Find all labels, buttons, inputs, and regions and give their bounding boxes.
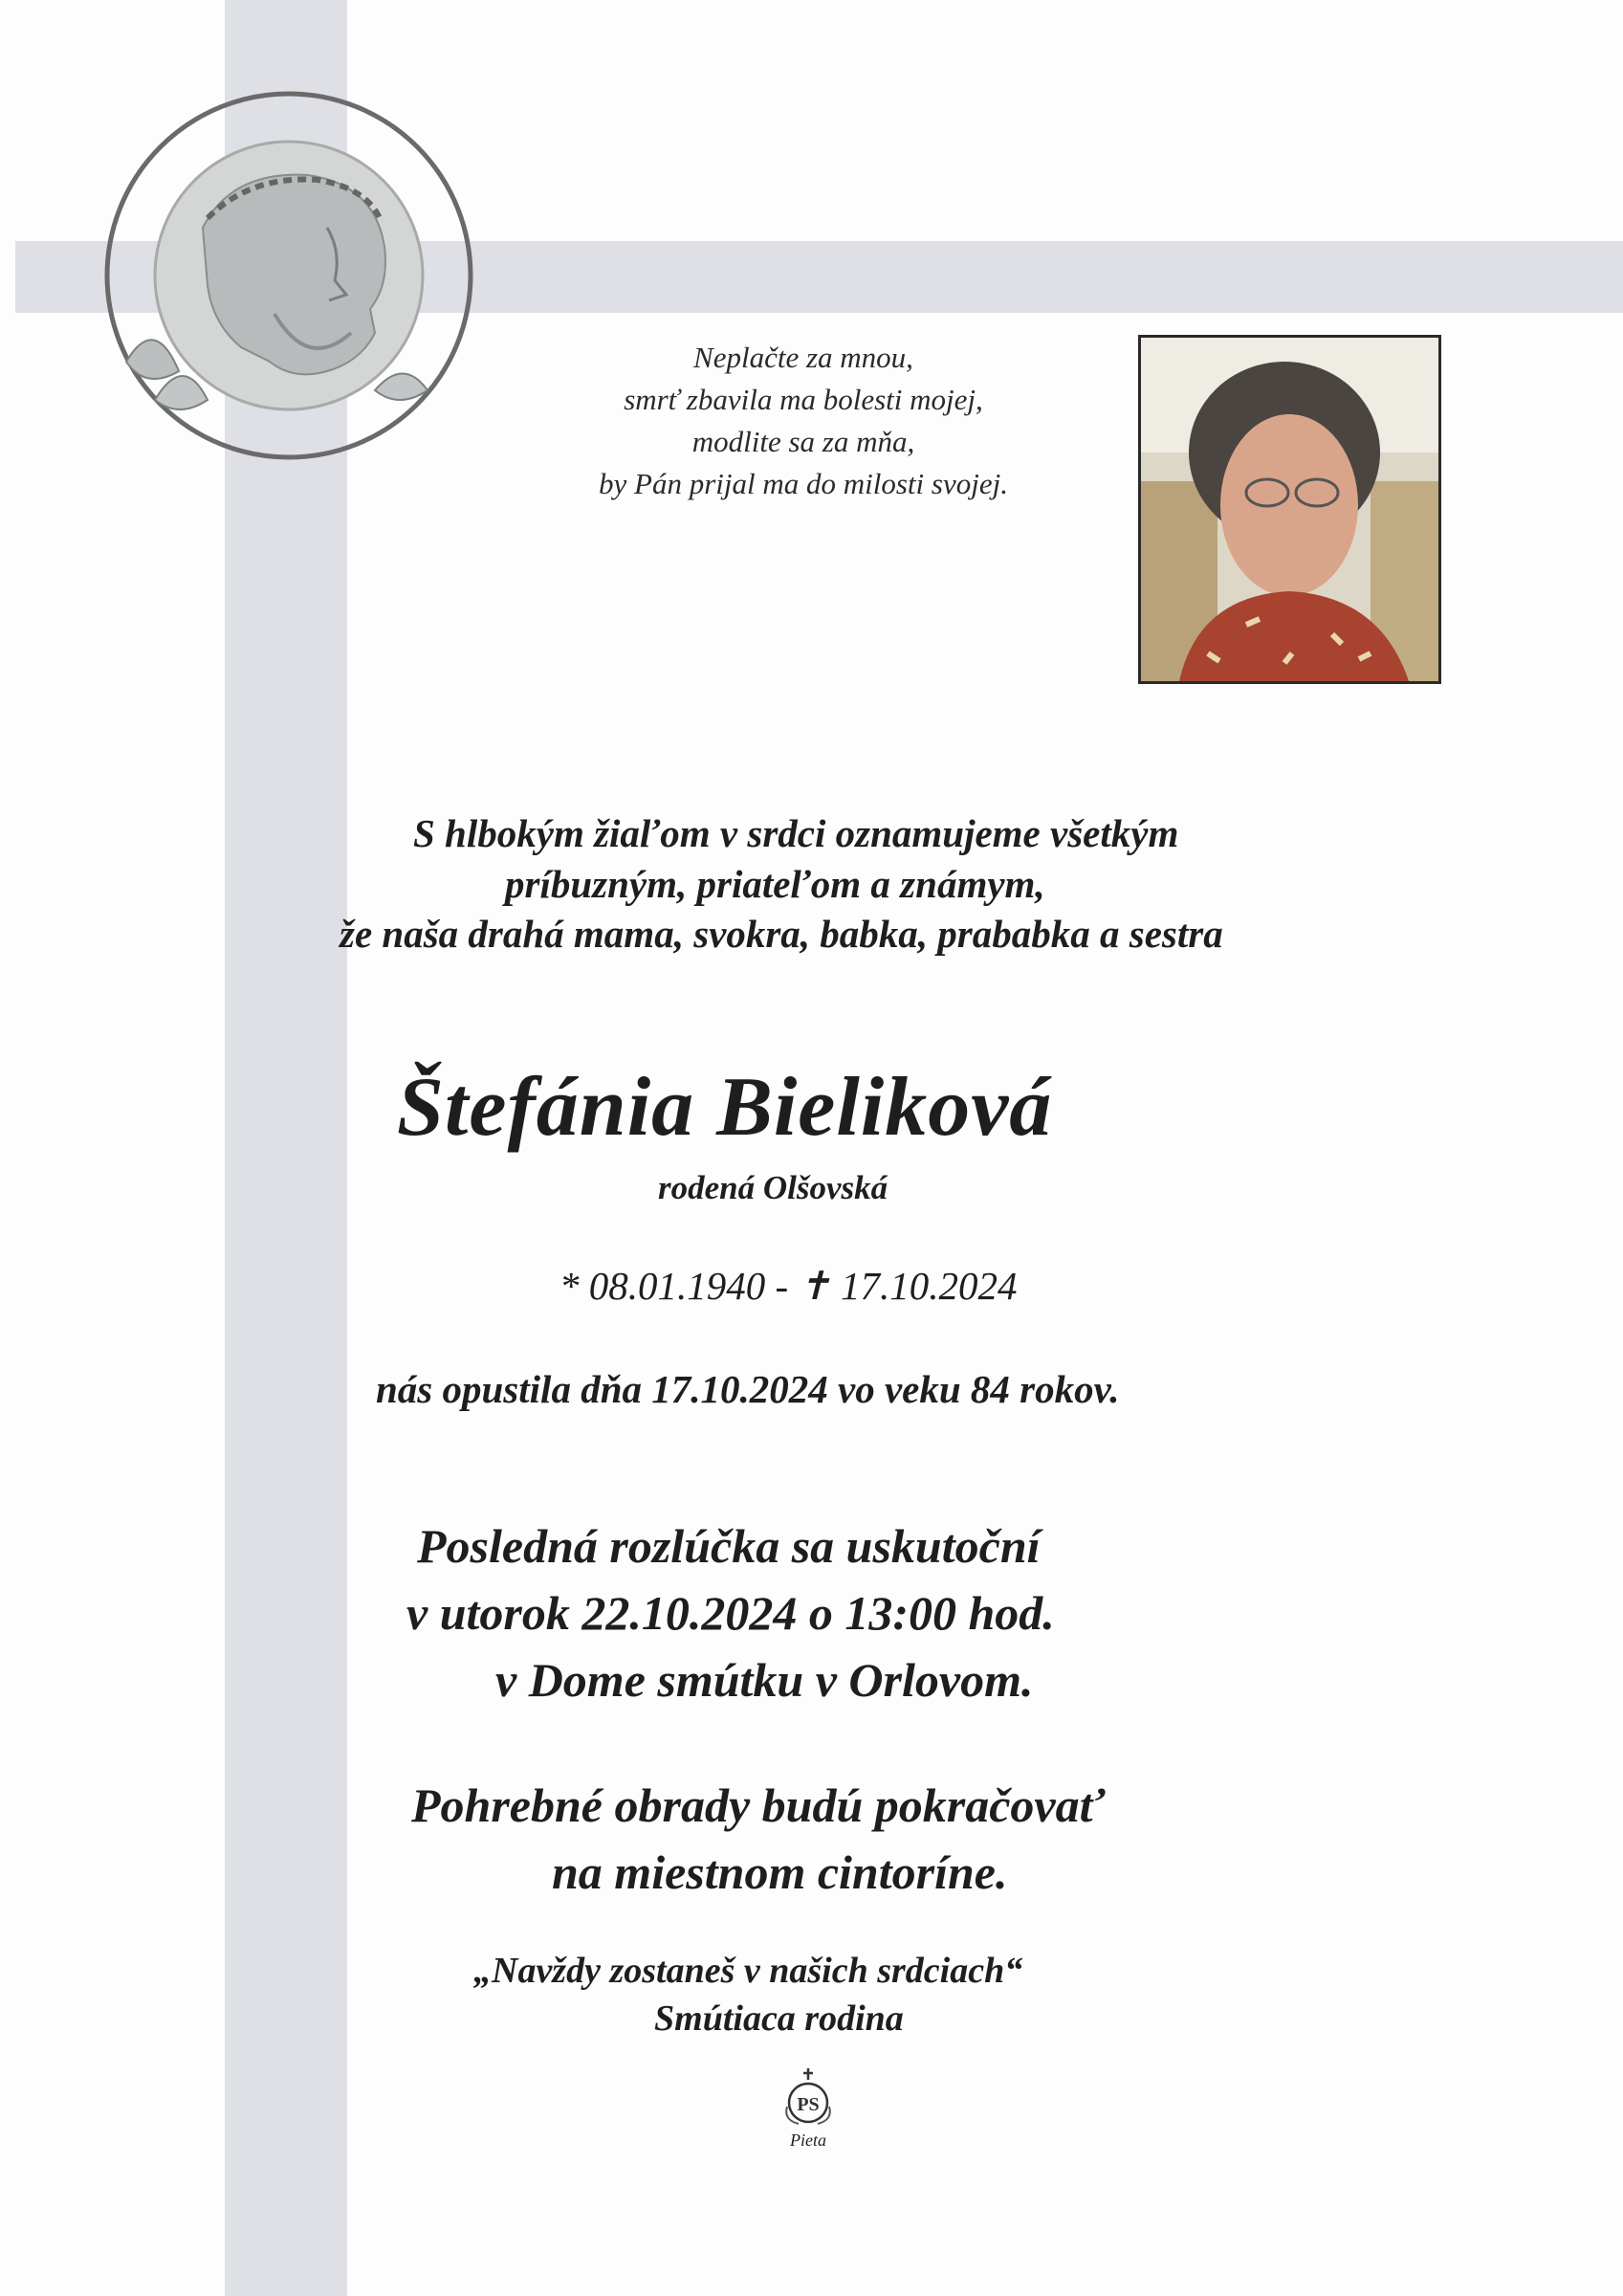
christ-medallion-icon bbox=[88, 84, 490, 486]
maiden-name: rodená Olšovská bbox=[658, 1169, 888, 1206]
ceremony-line: v Dome smútku v Orlovom. bbox=[495, 1653, 1034, 1707]
intro-line: že naša drahá mama, svokra, babka, prababka a sestra bbox=[340, 912, 1223, 956]
closing-quote: „Navždy zostaneš v našich srdciach“ bbox=[473, 1951, 1023, 1991]
ceremony-line: v utorok 22.10.2024 o 13:00 hod. bbox=[406, 1586, 1055, 1640]
deceased-name: Štefánia Bieliková bbox=[397, 1061, 1053, 1154]
death-date: 17.10.2024 bbox=[841, 1264, 1018, 1308]
portrait-photo bbox=[1138, 335, 1441, 684]
poem-line: smrť zbavila ma bolesti mojej, bbox=[624, 383, 983, 416]
closing-signature: Smútiaca rodina bbox=[654, 1998, 904, 2039]
logo-caption: Pieta bbox=[790, 2130, 826, 2150]
ceremony-line: Posledná rozlúčka sa uskutoční bbox=[417, 1519, 1041, 1573]
logo-monogram: PS bbox=[797, 2094, 820, 2115]
pieta-emblem-icon bbox=[779, 2066, 837, 2128]
pieta-logo bbox=[770, 2066, 846, 2151]
passed-line: nás opustila dňa 17.10.2024 vo veku 84 rokov. bbox=[376, 1367, 1120, 1411]
burial-line: na miestnom cintoríne. bbox=[552, 1845, 1008, 1899]
death-cross-icon: ✝ bbox=[798, 1264, 831, 1308]
poem-line: by Pán prijal ma do milosti svojej. bbox=[599, 467, 1008, 500]
poem-line: modlite sa za mňa, bbox=[691, 425, 915, 458]
life-dates bbox=[559, 1263, 1018, 1309]
birth-mark: * bbox=[559, 1264, 580, 1308]
date-separator: - bbox=[775, 1264, 789, 1308]
intro-line: S hlbokým žiaľom v srdci oznamujeme všetkým bbox=[413, 811, 1179, 855]
poem-line: Neplačte za mnou, bbox=[693, 341, 913, 374]
poem bbox=[536, 337, 1071, 505]
intro-line: príbuzným, priateľom a známym, bbox=[505, 862, 1045, 906]
burial-line: Pohrebné obrady budú pokračovať bbox=[411, 1778, 1106, 1832]
birth-date: 08.01.1940 bbox=[588, 1264, 766, 1308]
